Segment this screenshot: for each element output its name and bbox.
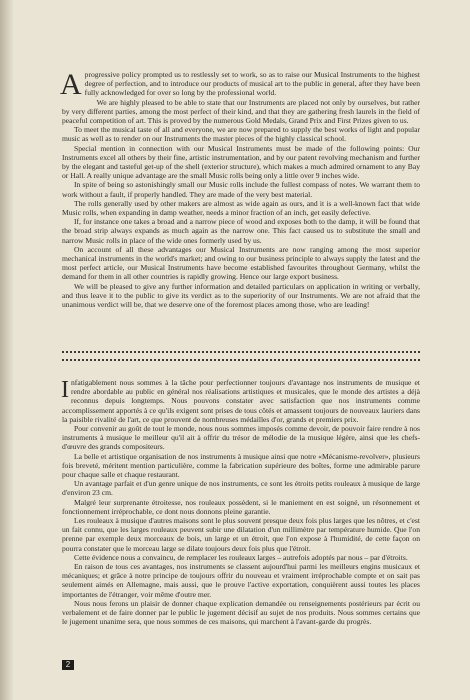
english-section xyxy=(62,70,420,309)
english-dropcap: A xyxy=(60,68,82,101)
english-paragraph: Special mention in connection with our Musical Instruments must be made of the following points: Our Instruments excel all others by their fine, artistic instrumentation, and by our patent revolving mechanism and further by the elegant and tasteful get-up of the shell (exterior structure), which makes a much admired ornament to any Bay or Hall. A really unique advantage are the small Music rolls being only a little over 9 inches wide. xyxy=(62,143,420,181)
french-paragraph: Les rouleaux à musique d'autres maisons sont le plus souvent presque deux fois plus larges que les nôtres, et c'est un fait connu, que les larges rouleaux peuvent subir une dilatation d'un millimètre par température humide. Que l'on prenne par exemple deux morceaux de bois, un large et un étroit, que l'on expose à l'humidité, de cette façon on pourra constater que le morceau large se dilate toujours deux fois plus que l'étroit. xyxy=(62,516,420,553)
page-fold-shadow xyxy=(0,0,14,700)
french-section xyxy=(62,378,420,626)
french-paragraph: Un avantage parfait et d'un genre unique de nos instruments, ce sont les étroits petits rouleaux à musique de large d'environ 23 cm. xyxy=(62,479,420,498)
french-dropcap: I xyxy=(61,377,69,403)
english-paragraph: On account of all these advantages our Musical Instruments are now ranging among the most superior mechanical instruments in the world's market; and owing to our business principle to always supply the latest and the most perfect article, our Musical Instruments have become established favourites throughout Germany, whilst the demand for them in all other countries is rapidly growing. Hence our large export business. xyxy=(62,244,420,282)
french-paragraph-text: nfatigablement nous sommes à la tâche pour perfectionner toujours d'avantage nos instruments de musique et rendre abordable au public en général nos réalisations artistiques et musicales, que le monde des artistes a déjà reconnus depuis longtemps. Nous pouvons constater avec satisfaction que nos instruments comme accomplissement apportés à ce qu'ils exigent sont prises de tous côtés et amassent toujours de nouveaux lauriers dans la paisible rivalité de l'art, ce que prouvent de nombreuses médailles d'or, grands et premiers prix. xyxy=(62,378,420,424)
english-paragraph xyxy=(60,68,420,101)
french-paragraph: Pour convenir au goût de tout le monde, nous nous sommes imposés comme devoir, de pouvoir faire rendre à nos instruments à musique le meilleur qu'il ait à offrir du trésor de mélodie de la musique légère, ainsi que les chefs-d'œuvre des grands compositeurs. xyxy=(62,424,420,452)
page-number: 2 xyxy=(62,660,74,670)
french-paragraph: Nous nous ferons un plaisir de donner chaque explication demandée ou renseignements postérieurs par écrit ou verbalement et de faire donner par le public le jugement décisif au sujet de nos produits. Nous sommes certains que le jugement unanime sera, que nous sommes de ces maisons, qui marchent à l'avant-garde du progrès. xyxy=(62,598,420,627)
section-divider xyxy=(62,351,420,361)
english-paragraph: We will be pleased to give any further information and detailed particulars on application in writing or verbally, and thus leave it to the public to give its verdict as to the superiority of our Instruments. We are not afraid that the unanimous verdict will be, that we deserve one of the foremost places among those, who are leading! xyxy=(62,281,420,310)
english-paragraph: In spite of being so astonishingly small our Music rolls include the fullest compass of notes. We warrant them to work without a fault, if properly handled. They are made of the very best material. xyxy=(62,180,420,199)
english-paragraph: To meet the musical taste of all and everyone, we are now prepared to supply the best works of light and popular music as well as to render on our Instruments the master pieces of the highly classical school. xyxy=(62,125,420,144)
english-paragraph: If, for instance one takes a broad and a narrow piece of wood and exposes both to the damp, it will be found that the broad strip always expands as much again as the narrow one. This fact caused us to substitute the small and narrow Music rolls in place of the wide ones formerly used by us. xyxy=(62,217,420,245)
french-paragraph xyxy=(62,378,420,424)
french-paragraph: Cette évidence nous a convaincu, de remplacer les rouleaux larges – autrefois adoptés par nous – par d'étroits. xyxy=(74,552,408,562)
french-paragraph: En raison de tous ces avantages, nos instruments se classent aujourd'hui parmi les meilleurs engins musicaux et mécaniques; et grâce à notre principe de toujours offrir du nouveau et vraiment irréprochable compte et on sait pas seulement aimés en Allemagne, mais aussi, que le prouve l'active exportation, conquièrent aussi toutes les places importantes de l'étranger, voir même d'outre mer. xyxy=(62,562,420,599)
french-paragraph: La belle et artistique organisation de nos instruments à musique ainsi que notre «Mécanisme-revolver», plusieurs fois breveté, méritent mention particulière, comme la fabrication supérieure des boîtes, forme une admirable parure pour chaque salle et chaque restaurant. xyxy=(62,451,420,480)
english-paragraph-text: progressive policy prompted us to restlessly set to work, so as to raise our Musical Instruments to the highest degree of perfection, and to introduce our products of musical art to the public in general, after they have been fully acknowledged for over so long by the professional world. xyxy=(84,70,420,98)
french-paragraph: Malgré leur surprenante étroitesse, nos rouleaux possèdent, si le maniement en est soigné, un résonnement et fonctionnement irréprochable, ce dont nous donnons pleine garantie. xyxy=(62,497,420,516)
english-paragraph: We are highly pleased to be able to state that our Instruments are placed not only by ourselves, but rather by very different parties, among the most perfect of their kind, and that they are gathering fresh laurels in the field of peaceful competition of art. This is proved by the numerous Gold Medals, Grand Prix and First Prizes given to us. xyxy=(62,97,420,126)
english-paragraph: The rolls generally used by other makers are almost as wide again as ours, and it is a well-known fact that wide Music rolls, when expanding in damp weather, needs a minor fraction of an inch, get easily defective. xyxy=(62,198,420,218)
